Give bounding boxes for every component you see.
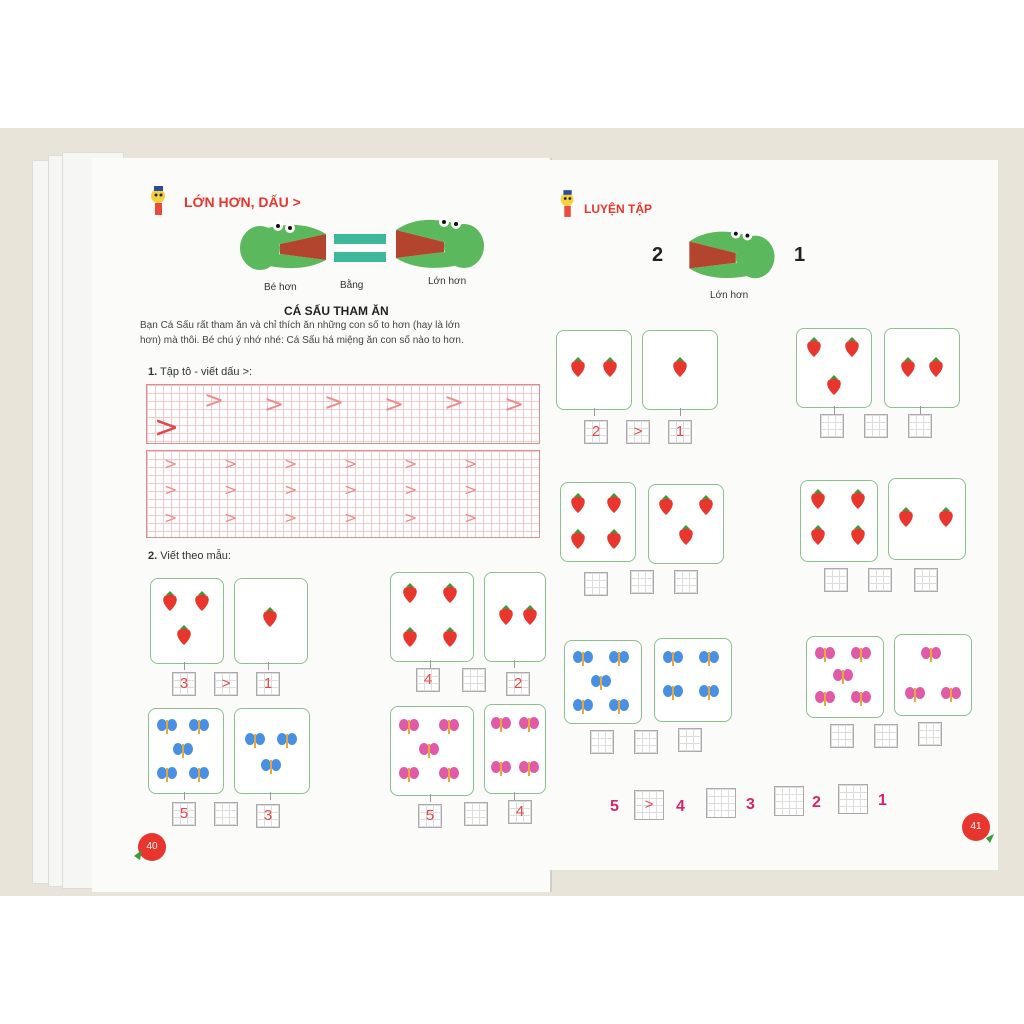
butterfly-icon <box>244 732 266 750</box>
butterfly-icon <box>490 760 512 778</box>
sign-box[interactable]: > <box>634 790 664 820</box>
butterfly-icon <box>490 716 512 734</box>
sequence-number: 2 <box>812 794 821 811</box>
answer-box[interactable]: 5 <box>172 802 196 826</box>
butterfly-icon <box>156 718 178 736</box>
butterfly-icon <box>698 684 720 702</box>
trace-sign: > <box>204 386 225 414</box>
sequence-number: 4 <box>676 798 685 815</box>
answer-box[interactable]: 3 <box>172 672 196 696</box>
page-title: LỚN HƠN, DẤU > <box>184 194 301 210</box>
equals-sign <box>334 234 386 244</box>
page-title: LUYỆN TẬP <box>584 202 653 216</box>
mascot-icon <box>556 188 580 220</box>
butterfly-icon <box>398 718 420 736</box>
strawberry-icon <box>896 506 916 528</box>
connector <box>514 660 515 668</box>
trace-sign: > <box>464 508 478 527</box>
butterfly-icon <box>518 716 540 734</box>
trace-sign: > <box>264 390 285 418</box>
trace-sign: > <box>164 508 178 527</box>
answer-box[interactable]: 2 <box>506 672 530 696</box>
strawberry-icon <box>600 356 620 378</box>
sign-box[interactable] <box>462 668 486 692</box>
answer-box[interactable]: 2 <box>584 420 608 444</box>
strawberry-icon <box>848 524 868 546</box>
crocodile-icon <box>240 216 328 276</box>
page-number: 41 <box>970 821 982 832</box>
answer-box[interactable]: 5 <box>418 804 442 828</box>
butterfly-icon <box>940 686 962 704</box>
butterfly-icon <box>572 698 594 716</box>
answer-box[interactable] <box>820 414 844 438</box>
connector <box>184 662 185 670</box>
connector <box>184 792 185 800</box>
answer-box[interactable]: 3 <box>256 804 280 828</box>
label-smaller: Bé hơn <box>264 282 297 293</box>
trace-sign: > <box>444 388 465 416</box>
butterfly-icon <box>662 684 684 702</box>
strawberry-icon <box>496 604 516 626</box>
sequence-number: 3 <box>746 796 755 813</box>
strawberry-icon <box>808 488 828 510</box>
trace-sign: > <box>224 480 238 499</box>
butterfly-icon <box>608 650 630 668</box>
strawberry-icon <box>260 606 280 628</box>
trace-sign: > <box>464 480 478 499</box>
strawberry-icon <box>568 492 588 514</box>
sign-box[interactable] <box>874 724 898 748</box>
sequence-number: 1 <box>878 792 887 809</box>
strawberry-icon <box>568 528 588 550</box>
strawberry-icon <box>604 528 624 550</box>
butterfly-icon <box>698 650 720 668</box>
sign-box[interactable] <box>464 802 488 826</box>
strawberry-icon <box>440 626 460 648</box>
trace-sign: > <box>404 508 418 527</box>
butterfly-icon <box>518 760 540 778</box>
sign-box[interactable] <box>774 786 804 816</box>
butterfly-icon <box>662 650 684 668</box>
answer-box[interactable]: 1 <box>256 672 280 696</box>
label-equal: Bằng <box>340 280 364 291</box>
exercise-2-label: 2. Viết theo mẫu: <box>148 550 231 562</box>
strawberry-icon <box>676 524 696 546</box>
story-text: Bạn Cá Sấu rất tham ăn và chỉ thích ăn những con số to hơn (hay là lớn hơn) mà thôi. Bé chú ý nhớ nhé: Cá Sấu há miệng ăn con số nào to hơn. <box>140 320 464 346</box>
strawberry-icon <box>604 492 624 514</box>
connector <box>680 408 681 416</box>
sign-box[interactable] <box>630 570 654 594</box>
example-left-number: 2 <box>652 244 664 266</box>
butterfly-icon <box>276 732 298 750</box>
sign-box[interactable] <box>868 568 892 592</box>
sign-box[interactable]: > <box>626 420 650 444</box>
trace-sign: > <box>164 480 178 499</box>
sign-box[interactable] <box>214 802 238 826</box>
trace-sign: > <box>284 508 298 527</box>
answer-box[interactable]: 4 <box>416 668 440 692</box>
trace-sign: > <box>154 410 180 445</box>
trace-sign: > <box>284 454 298 473</box>
picture-card <box>884 328 960 408</box>
trace-sign: > <box>384 390 405 418</box>
answer-box[interactable] <box>824 568 848 592</box>
strawberry-icon <box>440 582 460 604</box>
answer-box[interactable]: 1 <box>668 420 692 444</box>
label-greater: Lớn hơn <box>428 276 467 287</box>
strawberry-icon <box>656 494 676 516</box>
answer-box[interactable] <box>914 568 938 592</box>
strawberry-icon <box>696 494 716 516</box>
strawberry-icon <box>848 488 868 510</box>
answer-box[interactable]: 4 <box>508 800 532 824</box>
butterfly-icon <box>438 718 460 736</box>
strawberry-icon <box>808 524 828 546</box>
answer-box[interactable] <box>908 414 932 438</box>
connector <box>430 794 431 802</box>
tracing-grid[interactable] <box>146 450 540 538</box>
sign-box[interactable] <box>838 784 868 814</box>
strawberry-icon <box>804 336 824 358</box>
page-number: 40 <box>146 841 158 852</box>
crocodile-icon <box>684 224 776 284</box>
exercise-1-label: 1. Tập tô - viết dấu >: <box>148 366 253 378</box>
strawberry-icon <box>926 356 946 378</box>
butterfly-icon <box>850 690 872 708</box>
story-heading: CÁ SẤU THAM ĂN <box>284 304 389 318</box>
strawberry-icon <box>568 356 588 378</box>
strawberry-icon <box>160 590 180 612</box>
strawberry-icon <box>670 356 690 378</box>
trace-sign: > <box>404 454 418 473</box>
butterfly-icon <box>920 646 942 664</box>
trace-sign: > <box>404 480 418 499</box>
connector <box>514 792 515 800</box>
butterfly-icon <box>438 766 460 784</box>
strawberry-icon <box>842 336 862 358</box>
butterfly-icon <box>590 674 612 692</box>
sign-box[interactable] <box>634 730 658 754</box>
strawberry-icon <box>824 374 844 396</box>
strawberry-icon <box>192 590 212 612</box>
answer-box[interactable] <box>918 722 942 746</box>
strawberry-icon <box>936 506 956 528</box>
sign-box[interactable] <box>706 788 736 818</box>
equals-sign <box>334 252 386 262</box>
trace-sign: > <box>344 480 358 499</box>
picture-card <box>234 708 310 794</box>
trace-sign: > <box>504 390 525 418</box>
connector <box>920 406 921 414</box>
butterfly-icon <box>904 686 926 704</box>
example-right-number: 1 <box>794 244 806 266</box>
mascot-icon <box>146 184 172 218</box>
connector <box>270 792 271 800</box>
butterfly-icon <box>188 718 210 736</box>
strawberry-icon <box>520 604 540 626</box>
right-page <box>550 160 998 870</box>
butterfly-icon <box>260 758 282 776</box>
sequence-number: 5 <box>610 798 619 815</box>
trace-sign: > <box>324 388 345 416</box>
connector <box>430 660 431 668</box>
butterfly-icon <box>608 698 630 716</box>
trace-sign: > <box>464 454 478 473</box>
strawberry-icon <box>400 626 420 648</box>
butterfly-icon <box>418 742 440 760</box>
strawberry-icon <box>400 582 420 604</box>
trace-sign: > <box>284 480 298 499</box>
left-page <box>92 158 552 892</box>
butterfly-icon <box>814 690 836 708</box>
crocodile-icon <box>392 212 484 274</box>
trace-sign: > <box>164 454 178 473</box>
sign-box[interactable] <box>864 414 888 438</box>
trace-sign: > <box>344 454 358 473</box>
strawberry-icon <box>898 356 918 378</box>
butterfly-icon <box>156 766 178 784</box>
answer-box[interactable] <box>590 730 614 754</box>
trace-sign: > <box>344 508 358 527</box>
strawberry-icon <box>174 624 194 646</box>
answer-box[interactable] <box>678 728 702 752</box>
butterfly-icon <box>188 766 210 784</box>
connector <box>594 408 595 416</box>
sign-box[interactable]: > <box>214 672 238 696</box>
butterfly-icon <box>832 668 854 686</box>
connector <box>268 662 269 670</box>
butterfly-icon <box>572 650 594 668</box>
butterfly-icon <box>172 742 194 760</box>
example-label: Lớn hơn <box>710 290 749 301</box>
trace-sign: > <box>224 508 238 527</box>
answer-box[interactable] <box>584 572 608 596</box>
answer-box[interactable] <box>830 724 854 748</box>
butterfly-icon <box>850 646 872 664</box>
butterfly-icon <box>814 646 836 664</box>
trace-sign: > <box>224 454 238 473</box>
answer-box[interactable] <box>674 570 698 594</box>
connector <box>834 406 835 414</box>
butterfly-icon <box>398 766 420 784</box>
